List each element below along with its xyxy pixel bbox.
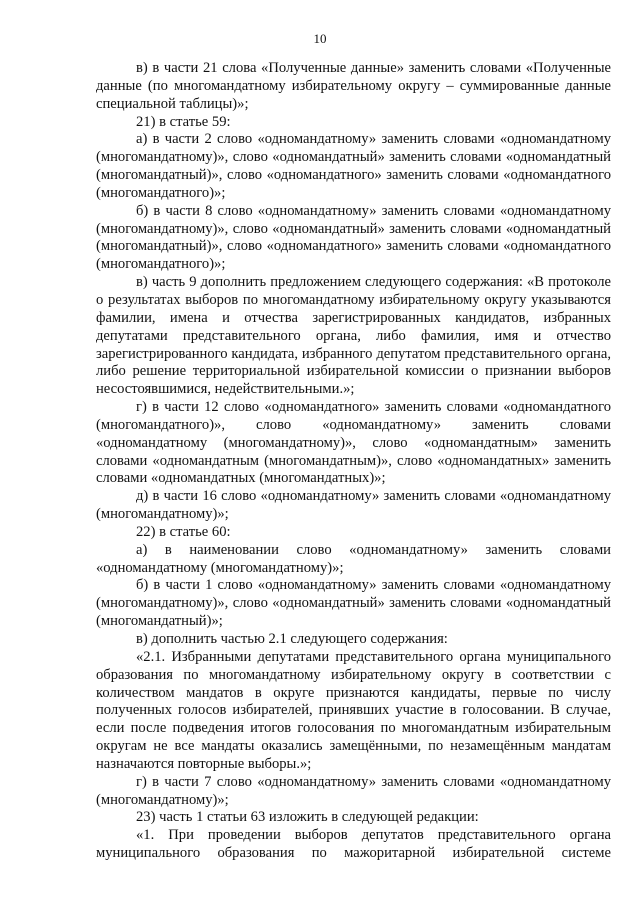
paragraph: г) в части 7 слово «одномандатному» заменить словами «одномандатному (многомандатному)»;: [96, 773, 611, 808]
document-body: [96, 60, 611, 863]
paragraph: г) в части 12 слово «одномандатного» заменить словами «одномандатного (многомандатного)», слово «одномандатному» заменить словами «одномандатному (многомандатному)», слово «одномандатным» заменить словами «одномандатным (многомандатным)», слово «одномандатных» заменить словами «одномандатных (многомандатных)»;: [96, 399, 611, 487]
paragraph: 22) в статье 60:: [136, 523, 231, 540]
paragraph: б) в части 1 слово «одномандатному» заменить словами «одномандатному (многомандатному)», слово «одномандатный» заменить словами «одномандатный (многомандатный)»;: [96, 577, 611, 630]
paragraph: в) дополнить частью 2.1 следующего содержания:: [136, 631, 448, 647]
paragraph: «2.1. Избранными депутатами представительного органа муниципального образования по многомандатному избирательному округу в соответствии с количеством мандатов в округе признаются кандидаты, первые по числу полученных голосов избирателей, принявших участие в голосовании. В случае, если после подведения итогов голосования по многомандатным избирательным округам не все мандаты оказались замещёнными, по незамещённым мандатам назначаются повторные выборы.»;: [96, 648, 611, 772]
paragraph: в) в части 21 слова «Полученные данные» заменить словами «Полученные данные (по многомандатному избирательному округу – суммированные данные специальной таблицы)»;: [96, 60, 611, 112]
page-number: 10: [313, 31, 327, 46]
paragraph: в) часть 9 дополнить предложением следующего содержания: «В протоколе о результатах выборов по многомандатному избирательному округу указываются фамилии, имена и отчества зарегистрированных кандидатов, избранных депутатами представительного органа, либо фамилия, имя и отчество зарегистрированного кандидата, избранного депутатом представительного органа, либо решение территориальной избирательной комиссии о признании выборов несостоявшимися, недействительными.»;: [96, 274, 611, 398]
paragraph: 21) в статье 59:: [136, 113, 231, 130]
paragraph: 23) часть 1 статьи 63 изложить в следующей редакции:: [136, 809, 479, 826]
paragraph: б) в части 8 слово «одномандатному» заменить словами «одномандатному (многомандатному)», слово «одномандатный» заменить словами «одномандатный (многомандатный)», слово «одномандатного» заменить словами «одномандатного (многомандатного)»;: [96, 202, 611, 273]
paragraph: а) в наименовании слово «одномандатному» заменить словами «одномандатному (многомандатному)»;: [96, 541, 611, 576]
paragraph: а) в части 2 слово «одномандатному» заменить словами «одномандатному (многомандатному)», слово «одномандатный» заменить словами «одномандатный (многомандатный)», слово «одномандатного» заменить словами «одномандатного (многомандатного)»;: [96, 131, 611, 201]
paragraph: д) в части 16 слово «одномандатному» заменить словами «одномандатному (многомандатному)»;: [96, 488, 611, 523]
paragraph: «1. При проведении выборов депутатов представительного органа муниципального образования по мажоритарной избирательной системе: [96, 827, 611, 862]
